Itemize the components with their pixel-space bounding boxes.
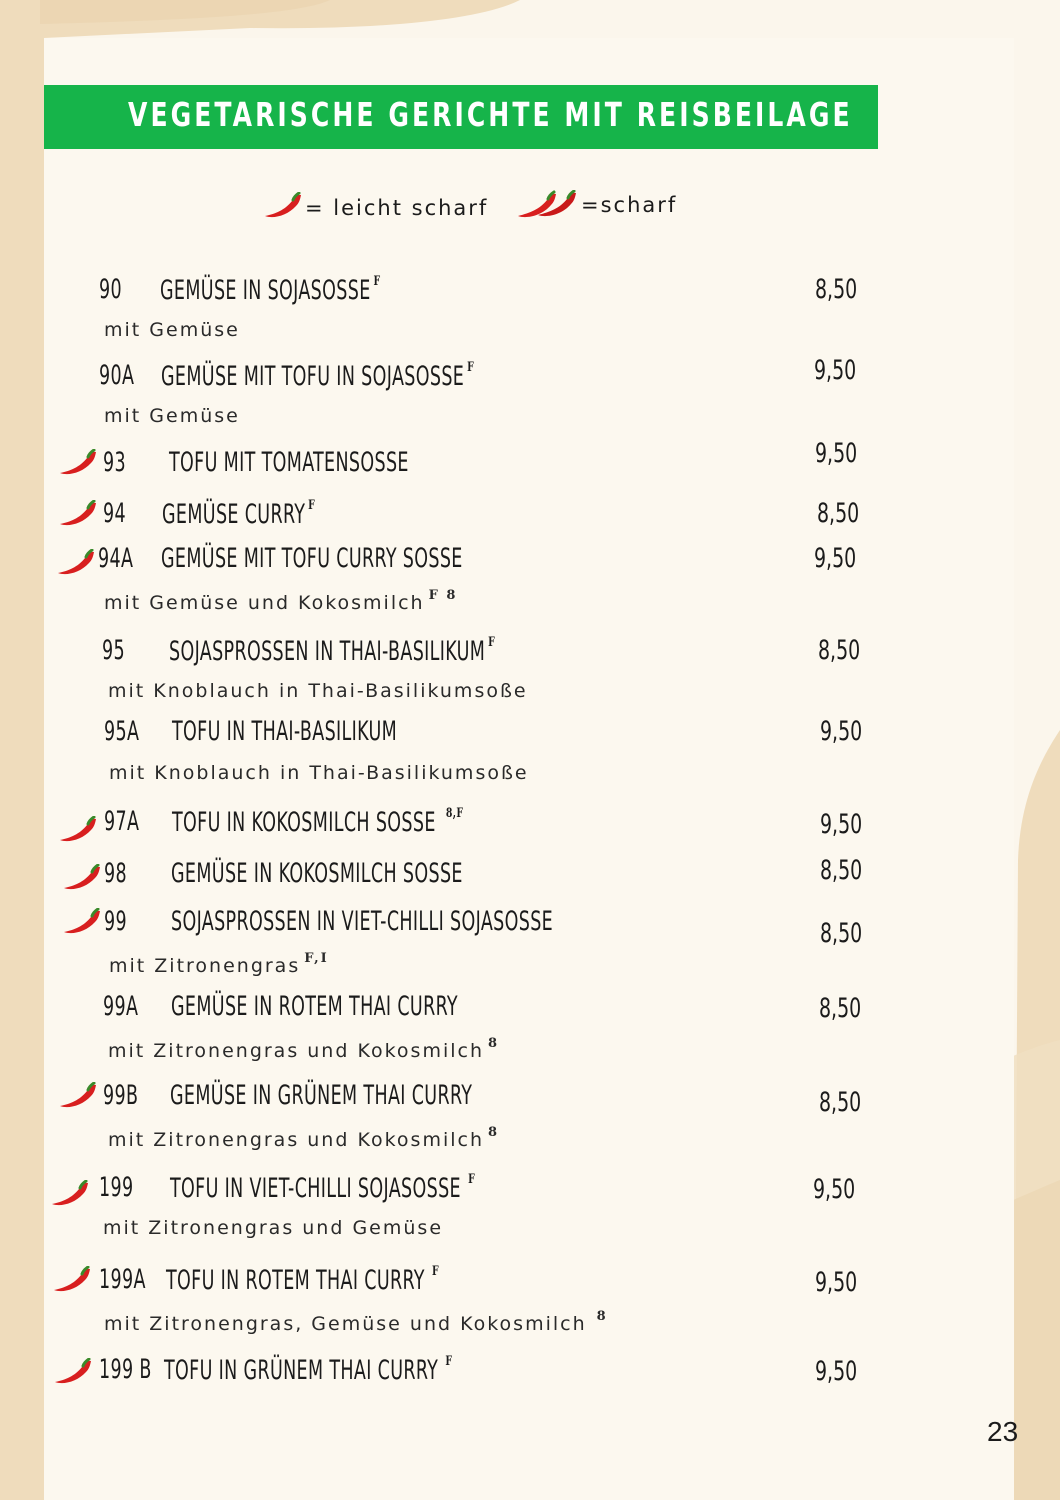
item-description: mit Knoblauch in Thai-Basilikumsoße: [109, 762, 529, 784]
chili-icon: [56, 549, 96, 577]
item-description: mit Gemüse und Kokosmilch $^{F 8}$: [104, 588, 458, 614]
item-number: 98: [104, 858, 127, 889]
allergen-code: F: [467, 360, 475, 375]
item-price: 8,50: [818, 635, 861, 666]
item-price: 9,50: [815, 1356, 858, 1387]
item-number: 99A: [103, 991, 139, 1022]
item-price: 9,50: [814, 543, 857, 574]
item-description: mit Gemüse: [104, 405, 240, 427]
item-name: GEMÜSE IN GRÜNEM THAI CURRY: [170, 1080, 473, 1111]
allergen-code: 8: [488, 1036, 500, 1051]
item-price: 8,50: [820, 855, 863, 886]
item-description: mit Gemüse: [104, 319, 240, 341]
item-number: 199A: [99, 1264, 146, 1295]
item-name: GEMÜSE IN SOJASOSSE $^F$: [160, 274, 381, 306]
item-price: 9,50: [815, 438, 858, 469]
allergen-code: F: [432, 1264, 440, 1279]
chili-icon: [58, 449, 98, 477]
item-description: mit Zitronengras und Gemüse: [103, 1217, 444, 1239]
chili-icon: [62, 864, 102, 892]
item-number: 95: [102, 635, 125, 666]
item-price: 9,50: [820, 716, 863, 747]
item-name: TOFU MIT TOMATENSOSSE: [169, 447, 409, 478]
menu-item-98: [0, 855, 1060, 898]
item-description: mit Zitronengras, Gemüse und Kokosmilch $^8$: [104, 1309, 608, 1335]
item-name: TOFU IN VIET-CHILLI SOJASOSSE $^F$: [170, 1172, 476, 1204]
item-name: TOFU IN GRÜNEM THAI CURRY $^F$: [164, 1354, 453, 1386]
menu-item-99a: [0, 991, 1060, 1062]
item-number: 97A: [104, 806, 140, 837]
chili-icon: [263, 192, 303, 220]
item-name: TOFU IN KOKOSMILCH SOSSE $^{8,F}$: [172, 806, 464, 838]
item-price: 8,50: [817, 498, 860, 529]
chili-icon: [58, 1082, 98, 1110]
item-description: mit Zitronengras $^{F,I}$: [109, 951, 329, 977]
page-title: VEGETARISCHE GERICHTE MIT REISBEILAGE: [128, 95, 853, 134]
item-price: 8,50: [819, 993, 862, 1024]
chili-icon: [58, 816, 98, 844]
chili-icon: [53, 1358, 93, 1386]
allergen-code: F: [468, 1172, 476, 1187]
item-number: 99B: [103, 1080, 139, 1111]
item-number: 93: [103, 447, 126, 478]
item-price: 8,50: [819, 1087, 862, 1118]
item-number: 95A: [104, 716, 140, 747]
item-name: GEMÜSE IN ROTEM THAI CURRY: [171, 991, 458, 1022]
menu-item-90: [0, 274, 1060, 341]
item-name: GEMÜSE IN KOKOSMILCH SOSSE: [171, 858, 463, 889]
allergen-code: F: [308, 498, 316, 513]
menu-item-199b: [0, 1354, 1060, 1394]
menu-item-95: [0, 635, 1060, 702]
allergen-code: 8: [596, 1309, 608, 1324]
item-number: 99: [104, 906, 127, 937]
item-name: TOFU IN ROTEM THAI CURRY $^F$: [166, 1264, 440, 1296]
menu-item-99b: [0, 1080, 1060, 1151]
item-description: mit Zitronengras und Kokosmilch $^8$: [108, 1125, 500, 1151]
item-number: 90: [99, 274, 122, 305]
item-number: 90A: [99, 360, 135, 391]
allergen-code: 8: [488, 1125, 500, 1140]
item-name: GEMÜSE MIT TOFU CURRY SOSSE: [161, 543, 463, 574]
item-number: 94: [103, 498, 126, 529]
menu-item-93: [0, 438, 1060, 487]
item-price: 8,50: [820, 918, 863, 949]
chili-icon: [58, 500, 98, 528]
item-description: mit Zitronengras und Kokosmilch $^8$: [108, 1036, 500, 1062]
item-number: 199 B: [99, 1354, 152, 1385]
chili-icon: [52, 1266, 92, 1294]
item-name: TOFU IN THAI-BASILIKUM: [172, 716, 398, 747]
menu-item-94a: [0, 543, 1060, 614]
menu-item-97a: [0, 806, 1060, 846]
item-name: GEMÜSE CURRY $^F$: [162, 498, 316, 530]
menu-item-95a: [0, 716, 1060, 784]
chili-icon: [62, 908, 102, 936]
item-description: mit Knoblauch in Thai-Basilikumsoße: [108, 680, 528, 702]
item-price: 9,50: [815, 1267, 858, 1298]
allergen-code: F: [373, 274, 381, 289]
item-name: SOJASPROSSEN IN THAI-BASILIKUM $^F$: [169, 635, 496, 667]
page-number: 23: [987, 1416, 1019, 1447]
allergen-code: F 8: [428, 588, 458, 603]
menu-item-94: [0, 498, 1060, 538]
legend-hot-label: =scharf: [581, 193, 678, 217]
spice-legend: [263, 190, 703, 224]
chili-icon: [50, 1180, 90, 1208]
allergen-code: F: [445, 1354, 453, 1369]
item-number: 199: [99, 1172, 134, 1203]
item-name: SOJASPROSSEN IN VIET-CHILLI SOJASOSSE: [171, 906, 554, 937]
menu-item-199: [0, 1172, 1060, 1239]
title-banner: [44, 85, 878, 149]
item-price: 8,50: [815, 274, 858, 305]
allergen-code: F: [488, 635, 496, 650]
allergen-code: 8,F: [445, 806, 464, 821]
item-name: GEMÜSE MIT TOFU IN SOJASOSSE $^F$: [161, 360, 475, 392]
item-price: 9,50: [814, 355, 857, 386]
menu-item-99: [0, 906, 1060, 977]
legend-mild-label: = leicht scharf: [305, 196, 489, 220]
item-price: 9,50: [820, 809, 863, 840]
allergen-code: F,I: [304, 951, 329, 966]
item-price: 9,50: [813, 1174, 856, 1205]
menu-item-199a: [0, 1264, 1060, 1335]
double-chili-icon: [516, 190, 580, 220]
menu-item-90a: [0, 355, 1060, 427]
item-number: 94A: [98, 543, 134, 574]
